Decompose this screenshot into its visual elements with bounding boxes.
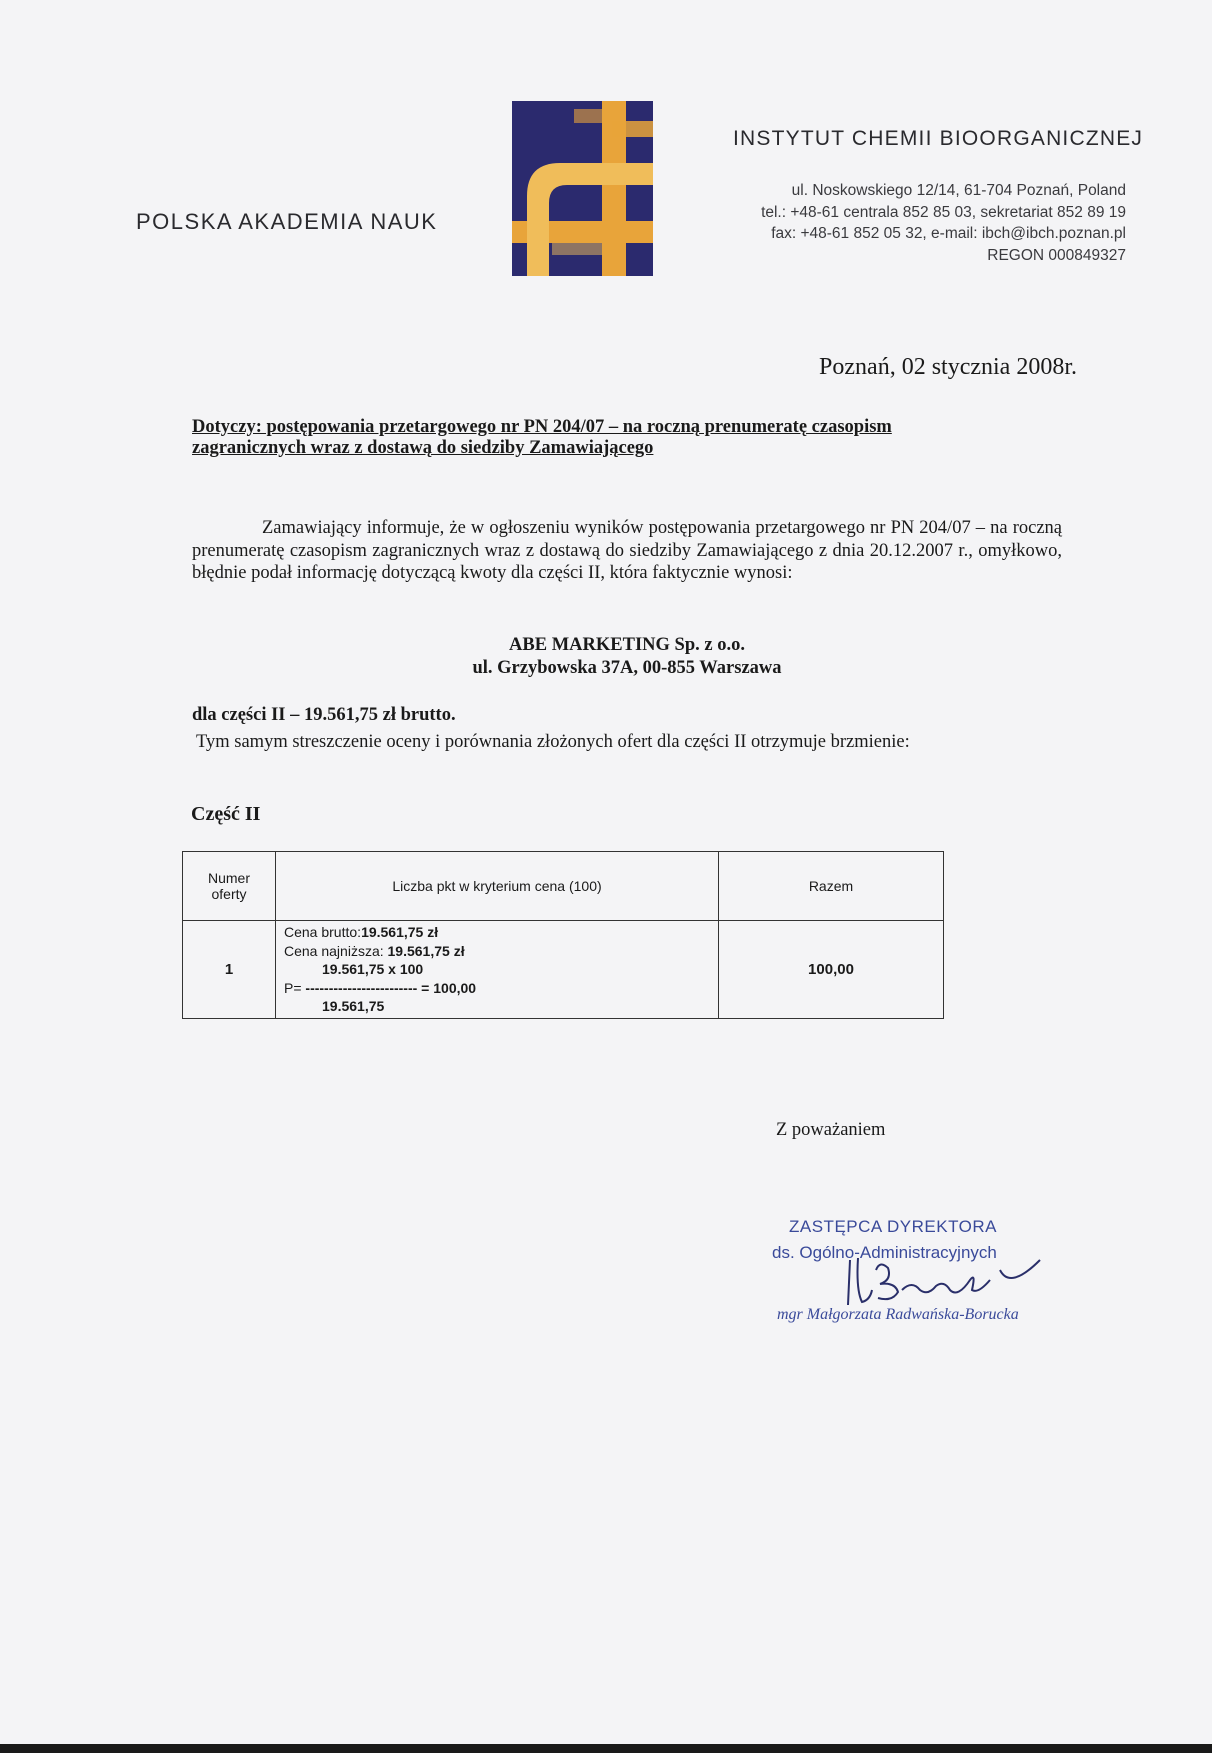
lowest-price-value: 19.561,75 zł (387, 942, 465, 959)
price-value: 19.561,75 zł (361, 924, 439, 940)
phone-line: tel.: +48-61 centrala 852 85 03, sekretariat 852 89 19 (761, 203, 1126, 221)
address-line: ul. Noskowskiego 12/14, 61-704 Poznań, Poland (791, 182, 1126, 199)
table-row (183, 921, 944, 1019)
organization-name-left: POLSKA AKADEMIA NAUK (136, 209, 438, 234)
table-header-row (183, 852, 944, 921)
total-cell: 100,00 (719, 921, 944, 1019)
formula-fraction-line: ------------------------ = 100,00 (305, 979, 477, 996)
letter-subject: Dotyczy: postępowania przetargowego nr PN 204/07 – na roczną prenumeratę czasopism zagranicznych wraz z dostawą do siedziby Zamawiającego (192, 417, 892, 458)
results-table (182, 851, 944, 1019)
signature-stamp-title: ZASTĘPCA DYREKTORA (789, 1217, 998, 1236)
lowest-price-label: Cena najniższa: (284, 942, 388, 959)
signature-stamp-subtitle: ds. Ogólno-Administracyjnych (772, 1243, 997, 1262)
company-name: ABE MARKETING Sp. z o.o. (509, 635, 745, 655)
part-amount: dla części II – 19.561,75 zł brutto. (192, 705, 456, 725)
regon-line: REGON 000849327 (987, 246, 1126, 264)
scan-edge (0, 1744, 1212, 1753)
offer-number-cell: 1 (183, 921, 276, 1019)
contact-block (761, 180, 1126, 266)
calculation-cell (276, 921, 719, 1019)
closing-salutation: Z poważaniem (776, 1120, 886, 1140)
institute-logo (512, 101, 653, 276)
formula-denominator: 19.561,75 (322, 998, 385, 1014)
letter-date: Poznań, 02 stycznia 2008r. (819, 354, 1077, 380)
company-address: ul. Grzybowska 37A, 00-855 Warszawa (472, 658, 782, 678)
signatory-name: mgr Małgorzata Radwańska-Borucka (777, 1306, 1019, 1323)
price-label: Cena brutto: (284, 924, 362, 940)
institute-name: INSTYTUT CHEMII BIOORGANICZNEJ (733, 127, 1144, 150)
section-title: Część II (191, 803, 261, 825)
formula-p-label: P= (284, 979, 306, 996)
column-header-offer-number: Numer oferty (183, 852, 276, 921)
column-header-price-points: Liczba pkt w kryterium cena (100) (276, 852, 719, 921)
summary-intro: Tym samym streszczenie oceny i porównania złożonych ofert dla części II otrzymuje brzmienie: (196, 732, 910, 752)
column-header-total: Razem (719, 852, 944, 921)
letter-body: Zamawiający informuje, że w ogłoszeniu wyników postępowania przetargowego nr PN 204/07 – na roczną prenumeratę czasopism zagranicznych wraz z dostawą do siedziby Zamawiającego z dnia 20.12.2007 r., omyłkowo, błędnie podał informację dotyczącą kwoty dla części II, która faktycznie wynosi: (192, 518, 1062, 583)
formula-numerator: 19.561,75 x 100 (322, 961, 424, 977)
fax-email-line: fax: +48-61 852 05 32, e-mail: ibch@ibch.poznan.pl (771, 225, 1126, 242)
company-block (192, 634, 1062, 680)
